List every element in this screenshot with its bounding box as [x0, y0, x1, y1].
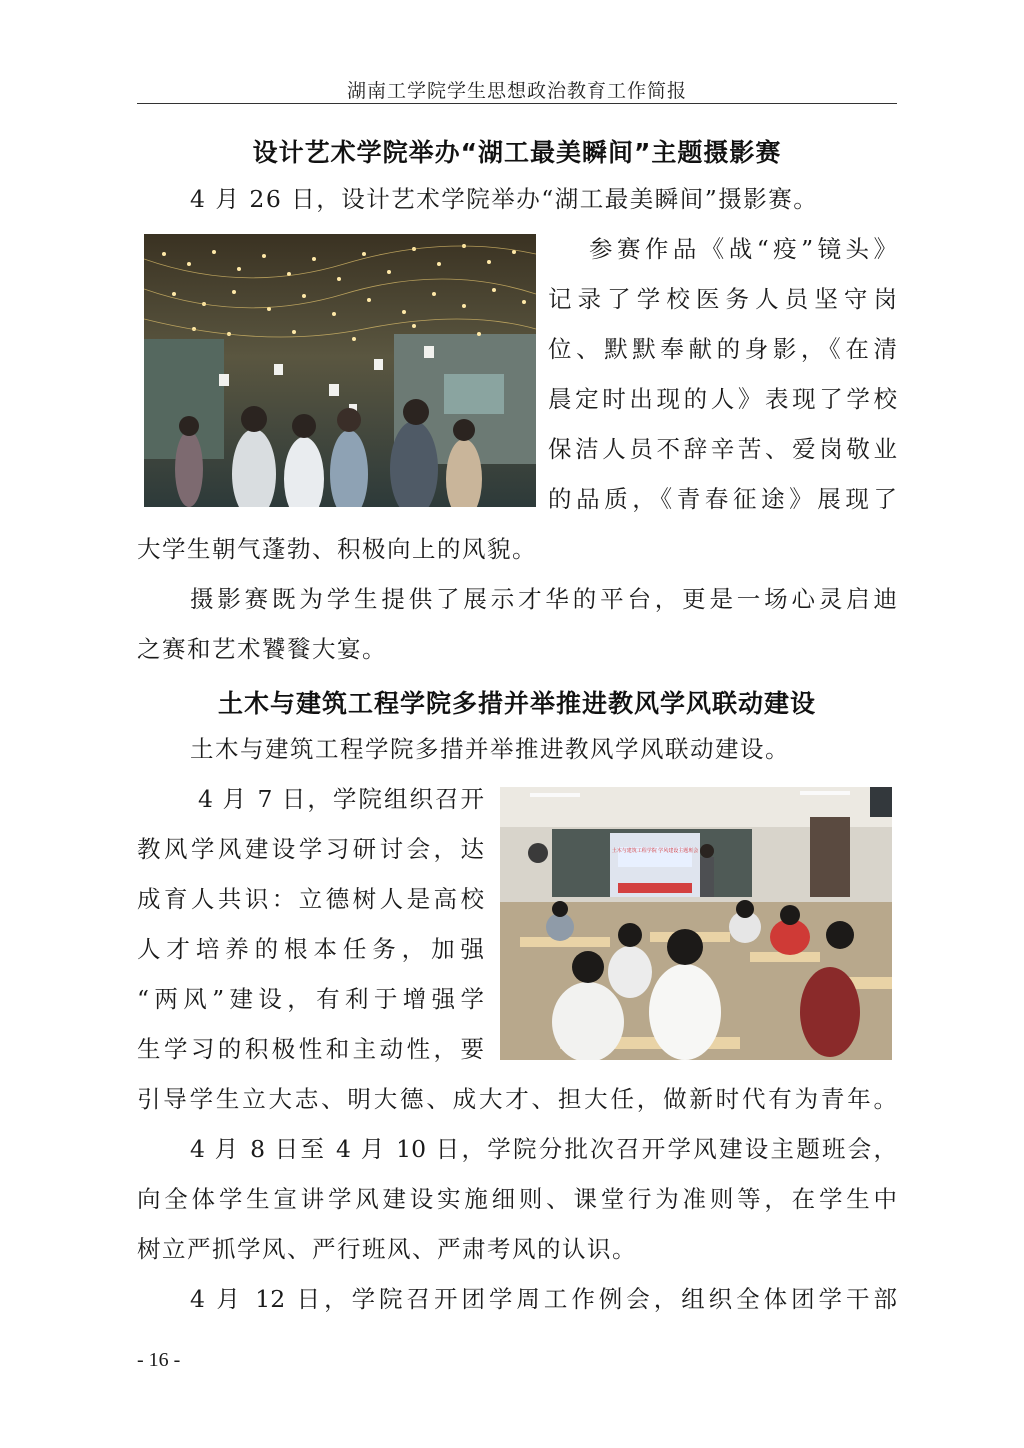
article-2-line: 生学习的积极性和主动性，要: [137, 1035, 484, 1063]
photo-exhibition-lights: [144, 234, 536, 507]
article-1-line: 之赛和艺术饕餮大宴。: [137, 635, 387, 663]
article-2-line: 4 月 12 日，学院召开团学周工作例会，组织全体团学干部: [190, 1285, 897, 1313]
article-2-line: 土木与建筑工程学院多措并举推进教风学风联动建设。: [190, 735, 790, 763]
photo-classroom-meeting: [500, 787, 892, 1060]
photo-classroom-illustration: [500, 787, 892, 1060]
article-1-line: 4 月 26 日，设计艺术学院举办“湖工最美瞬间”摄影赛。: [190, 185, 819, 213]
article-2-line: 人才培养的根本任务，加强: [137, 935, 484, 963]
photo-exhibition-lights-illustration: [144, 234, 536, 507]
page-header: 湖南工学院学生思想政治教育工作简报: [346, 80, 687, 102]
article-2-line: 4 月 8 日至 4 月 10 日，学院分批次召开学风建设主题班会，: [190, 1135, 897, 1163]
article-2-title: 土木与建筑工程学院多措并举推进教风学风联动建设: [217, 689, 816, 718]
article-2-line: 成育人共识：立德树人是高校: [137, 885, 484, 913]
article-1-line: 晨定时出现的人》表现了学校: [548, 385, 897, 413]
article-2-line: 树立严抓学风、严行班风、严肃考风的认识。: [137, 1235, 637, 1263]
article-2-line: “两风”建设，有利于增强学: [137, 985, 484, 1013]
article-1-line: 大学生朝气蓬勃、积极向上的风貌。: [137, 535, 537, 563]
page-number: - 16 -: [137, 1349, 181, 1371]
article-2-line: 向全体学生宣讲学风建设实施细则、课堂行为准则等，在学生中: [137, 1185, 897, 1213]
header-divider: [137, 103, 897, 104]
article-1-title: 设计艺术学院举办“湖工最美瞬间”主题摄影赛: [252, 138, 782, 167]
article-1-line: 的品质，《青春征途》展现了: [548, 485, 897, 513]
slide-title-text: 土木与建筑工程学院 学风建设主题班会: [611, 848, 699, 854]
article-1-line: 保洁人员不辞辛苦、爱岗敬业: [548, 435, 897, 463]
article-1-line: 记录了学校医务人员坚守岗: [548, 285, 897, 313]
article-2-line: 教风学风建设学习研讨会，达: [137, 835, 484, 863]
article-2-line: 引导学生立大志、明大德、成大才、担大任，做新时代有为青年。: [137, 1085, 897, 1113]
article-1-line: 参赛作品《战“疫”镜头》: [589, 235, 897, 263]
article-2-line: 4 月 7 日，学院组织召开: [198, 785, 484, 813]
article-1-line: 位、默默奉献的身影，《在清: [548, 335, 897, 363]
article-1-line: 摄影赛既为学生提供了展示才华的平台，更是一场心灵启迪: [190, 585, 897, 613]
